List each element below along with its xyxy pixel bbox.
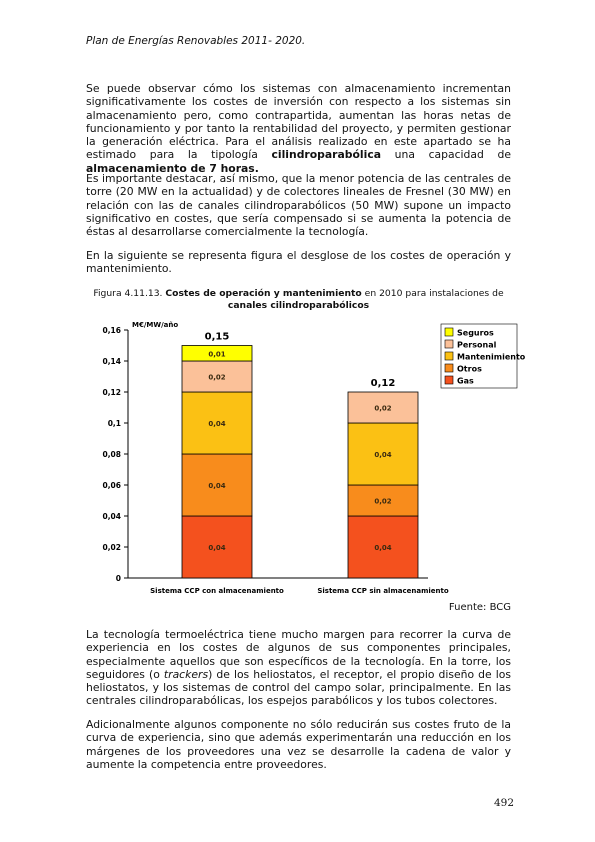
paragraph-intro-figure: En la siguiente se representa figura el desglose de los costes de operación y mantenimiento.: [86, 249, 511, 276]
y-tick-label: 0,08: [102, 450, 121, 459]
y-tick-label: 0,14: [102, 357, 121, 366]
y-tick-label: 0,06: [102, 481, 121, 490]
legend-swatch: [445, 376, 453, 384]
caption-bold-1: Costes de operación y mantenimiento: [165, 288, 362, 299]
x-category-label: Sistema CCP sin almacenamiento: [317, 587, 449, 595]
page-number: 492: [494, 797, 515, 809]
caption-mid: en 2010 para instalaciones de: [361, 288, 504, 299]
p1-bold-1: cilindroparabólica: [271, 148, 382, 162]
legend-swatch: [445, 352, 453, 360]
legend-swatch: [445, 364, 453, 372]
bar-data-label: 0,02: [208, 373, 226, 382]
caption-prefix: Figura 4.11.13.: [93, 288, 166, 299]
bar-total-label: 0,12: [370, 378, 396, 389]
y-tick-label: 0,02: [102, 543, 121, 552]
y-tick-label: 0: [115, 574, 121, 583]
legend-label: Otros: [457, 364, 482, 374]
figure-source: Fuente: BCG: [448, 602, 511, 613]
p4-text-1: La tecnología termoeléctrica tiene mucho margen para recorrer la curva de experiencia en los costes de algunos de sus componentes principales, especialmente aquellos que son específicos de la tecnología. En la torre, los seguidores (o: [86, 628, 511, 681]
caption-bold-2: canales cilindroparabólicos: [227, 300, 370, 311]
paragraph-power-impact: Es importante destacar, así mismo, que la menor potencia de las centrales de torre (20 MW en la actualidad) y de colectores lineales de Fresnel (30 MW) en relación con las de canales cilindroparabólicos (50 MW) supone un impacto significativo en costes, que sería compensado si se aumenta la potencia de éstas al desarrollarse comercialmente la tecnología.: [86, 172, 511, 239]
y-tick-label: 0,16: [102, 326, 121, 335]
bar-data-label: 0,02: [374, 404, 392, 413]
bar-data-label: 0,04: [208, 420, 226, 428]
paragraph-storage-costs: [86, 82, 511, 175]
figure-caption: [86, 288, 511, 312]
legend-label: Seguros: [457, 328, 494, 338]
bar-data-label: 0,04: [374, 451, 392, 459]
paragraph-supplier-margins: Adicionalmente algunos componente no sólo reducirán sus costes fruto de la curva de experiencia, sino que además experimentarán una reducción en los márgenes de los proveedores una vez se desarrolle la cadena de valor y aumente la competencia entre proveedores.: [86, 718, 511, 771]
stacked-bar-chart: [86, 316, 526, 601]
p4-text-2: ) de los heliostatos, el receptor, el propio diseño de los heliostatos, y los sistemas de control del campo solar, principalmente. En las centrales cilindroparabólicas, los espejos parabólicos y los tubos colectores.: [86, 667, 511, 708]
legend-swatch: [445, 340, 453, 348]
legend-label: Personal: [457, 340, 497, 350]
p1-bold-2: almacenamiento de 7 horas.: [86, 161, 259, 175]
p1-text-2: una capacidad de: [381, 148, 511, 162]
bar-data-label: 0,04: [208, 482, 226, 490]
bar-data-label: 0,04: [208, 544, 226, 552]
x-category-label: Sistema CCP con almacenamiento: [150, 587, 284, 595]
p4-italic: trackers: [163, 667, 209, 681]
bar-data-label: 0,02: [374, 497, 392, 506]
y-tick-label: 0,1: [107, 419, 121, 428]
y-tick-label: 0,04: [102, 512, 121, 521]
legend-label: Mantenimiento: [457, 352, 526, 362]
y-tick-label: 0,12: [102, 388, 121, 397]
bar-total-label: 0,15: [204, 331, 230, 343]
bar-data-label: 0,04: [374, 544, 392, 552]
p1-text-1: Se puede observar cómo los sistemas con almacenamiento incrementan significativamente los costes de inversión con respecto a los sistemas sin almacenamiento pero, como contrapartida, aumentan las horas netas de funcionamiento y por tanto la rentabilidad del proyecto, y permiten gestionar la generación eléctrica. Para el análisis realizado en este apartado se ha estimado para la tipología: [86, 82, 511, 162]
running-header: Plan de Energías Renovables 2011- 2020.: [86, 35, 306, 47]
legend-swatch: [445, 328, 453, 336]
legend-label: Gas: [457, 376, 474, 386]
bar-data-label: 0,01: [208, 350, 226, 359]
y-axis-label: M€/MW/año: [132, 321, 179, 329]
paragraph-learning-curve: [86, 628, 511, 708]
